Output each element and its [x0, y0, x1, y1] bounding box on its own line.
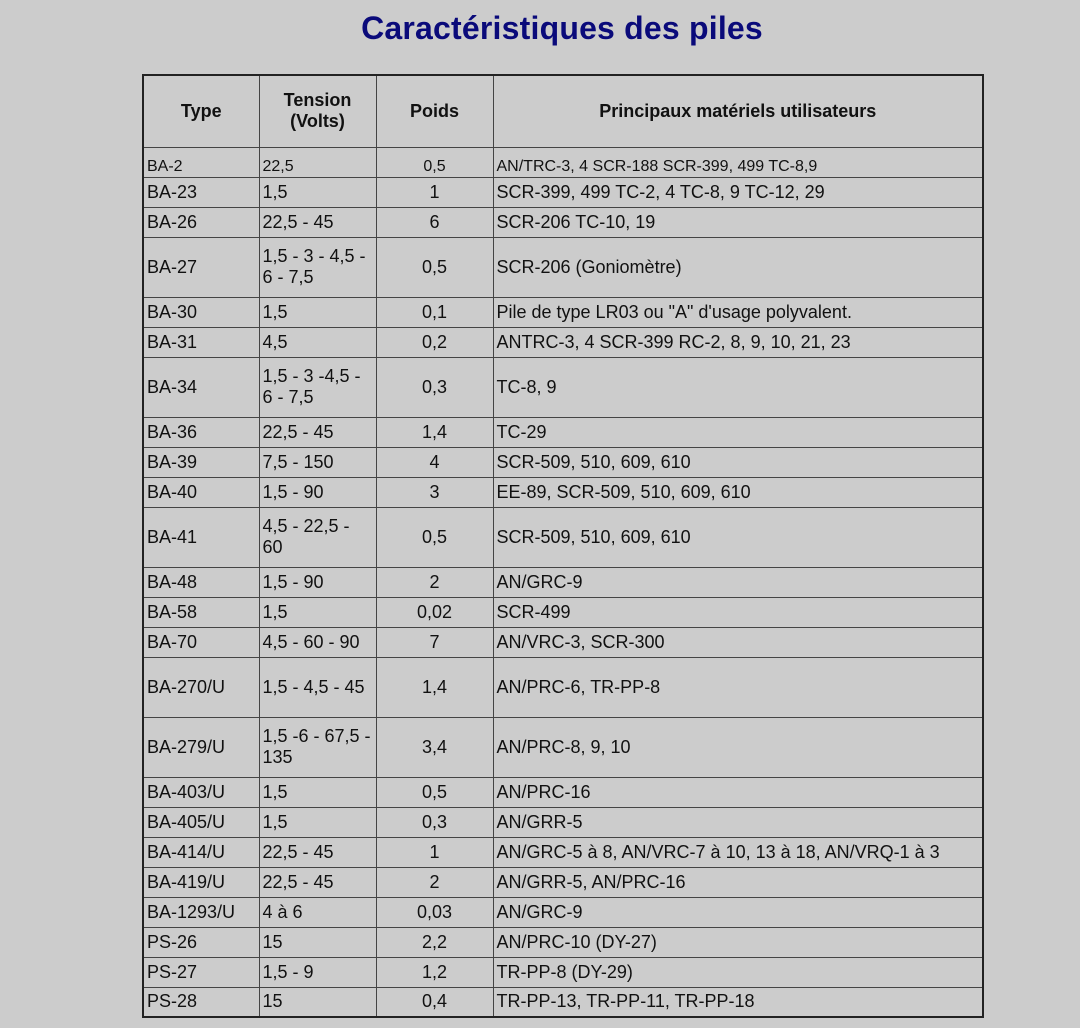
battery-table — [142, 74, 984, 1018]
cell-poids: 1,4 — [376, 417, 493, 447]
cell-tension: 1,5 — [259, 777, 376, 807]
cell-materiels: AN/GRC-5 à 8, AN/VRC-7 à 10, 13 à 18, AN/VRQ-1 à 3 — [493, 837, 983, 867]
cell-poids: 1 — [376, 177, 493, 207]
table-row — [143, 567, 983, 597]
cell-materiels: AN/GRR-5, AN/PRC-16 — [493, 867, 983, 897]
cell-materiels: TR-PP-8 (DY-29) — [493, 957, 983, 987]
table-row — [143, 357, 983, 417]
cell-type: BA-419/U — [143, 867, 259, 897]
cell-poids: 0,3 — [376, 807, 493, 837]
cell-type: BA-40 — [143, 477, 259, 507]
cell-poids: 3 — [376, 477, 493, 507]
cell-poids: 0,4 — [376, 987, 493, 1017]
cell-poids: 0,5 — [376, 777, 493, 807]
cell-type: BA-70 — [143, 627, 259, 657]
table-row — [143, 987, 983, 1017]
table-row — [143, 177, 983, 207]
cell-type: BA-31 — [143, 327, 259, 357]
table-row — [143, 837, 983, 867]
cell-tension: 1,5 - 90 — [259, 567, 376, 597]
cell-materiels: TR-PP-13, TR-PP-11, TR-PP-18 — [493, 987, 983, 1017]
cell-poids: 0,5 — [376, 237, 493, 297]
cell-tension: 22,5 — [259, 147, 376, 177]
table-row — [143, 867, 983, 897]
cell-tension: 22,5 - 45 — [259, 207, 376, 237]
cell-type: BA-39 — [143, 447, 259, 477]
cell-tension: 1,5 - 9 — [259, 957, 376, 987]
cell-type: PS-26 — [143, 927, 259, 957]
table-row — [143, 717, 983, 777]
cell-type: BA-48 — [143, 567, 259, 597]
cell-type: BA-58 — [143, 597, 259, 627]
cell-type: PS-27 — [143, 957, 259, 987]
header-poids: Poids — [376, 75, 493, 147]
cell-tension: 1,5 — [259, 177, 376, 207]
table-row — [143, 207, 983, 237]
table-header-row — [143, 75, 983, 147]
cell-type: BA-414/U — [143, 837, 259, 867]
cell-materiels: AN/GRC-9 — [493, 567, 983, 597]
cell-materiels: AN/PRC-6, TR-PP-8 — [493, 657, 983, 717]
cell-materiels: SCR-206 TC-10, 19 — [493, 207, 983, 237]
cell-materiels: AN/TRC-3, 4 SCR-188 SCR-399, 499 TC-8,9 — [493, 147, 983, 177]
cell-poids: 2 — [376, 867, 493, 897]
cell-materiels: Pile de type LR03 ou "A" d'usage polyvalent. — [493, 297, 983, 327]
cell-tension: 15 — [259, 987, 376, 1017]
cell-type: BA-2 — [143, 147, 259, 177]
table-row — [143, 657, 983, 717]
table-row — [143, 477, 983, 507]
cell-poids: 0,02 — [376, 597, 493, 627]
cell-materiels: ANTRC-3, 4 SCR-399 RC-2, 8, 9, 10, 21, 23 — [493, 327, 983, 357]
cell-poids: 3,4 — [376, 717, 493, 777]
cell-materiels: AN/VRC-3, SCR-300 — [493, 627, 983, 657]
cell-poids: 1 — [376, 837, 493, 867]
cell-poids: 0,5 — [376, 507, 493, 567]
cell-tension: 1,5 — [259, 597, 376, 627]
cell-materiels: TC-29 — [493, 417, 983, 447]
table-row — [143, 327, 983, 357]
cell-type: BA-403/U — [143, 777, 259, 807]
cell-type: BA-26 — [143, 207, 259, 237]
cell-tension: 1,5 — [259, 297, 376, 327]
cell-materiels: AN/PRC-8, 9, 10 — [493, 717, 983, 777]
header-tension: Tension (Volts) — [259, 75, 376, 147]
table-row — [143, 147, 983, 177]
cell-materiels: SCR-509, 510, 609, 610 — [493, 507, 983, 567]
cell-type: BA-1293/U — [143, 897, 259, 927]
cell-type: BA-270/U — [143, 657, 259, 717]
cell-tension: 4 à 6 — [259, 897, 376, 927]
cell-poids: 7 — [376, 627, 493, 657]
cell-materiels: AN/PRC-16 — [493, 777, 983, 807]
cell-poids: 2 — [376, 567, 493, 597]
cell-materiels: AN/GRC-9 — [493, 897, 983, 927]
cell-poids: 6 — [376, 207, 493, 237]
cell-materiels: TC-8, 9 — [493, 357, 983, 417]
cell-materiels: SCR-399, 499 TC-2, 4 TC-8, 9 TC-12, 29 — [493, 177, 983, 207]
table-row — [143, 447, 983, 477]
cell-tension: 22,5 - 45 — [259, 837, 376, 867]
cell-tension: 22,5 - 45 — [259, 867, 376, 897]
cell-tension: 1,5 - 3 - 4,5 - 6 - 7,5 — [259, 237, 376, 297]
cell-poids: 0,5 — [376, 147, 493, 177]
cell-poids: 1,4 — [376, 657, 493, 717]
cell-tension: 4,5 — [259, 327, 376, 357]
cell-materiels: EE-89, SCR-509, 510, 609, 610 — [493, 477, 983, 507]
cell-tension: 15 — [259, 927, 376, 957]
table-row — [143, 507, 983, 567]
table-row — [143, 627, 983, 657]
cell-type: BA-30 — [143, 297, 259, 327]
cell-materiels: SCR-509, 510, 609, 610 — [493, 447, 983, 477]
cell-poids: 2,2 — [376, 927, 493, 957]
cell-tension: 1,5 -6 - 67,5 - 135 — [259, 717, 376, 777]
cell-type: BA-405/U — [143, 807, 259, 837]
table-row — [143, 597, 983, 627]
table-row — [143, 777, 983, 807]
cell-type: BA-23 — [143, 177, 259, 207]
cell-tension: 4,5 - 22,5 - 60 — [259, 507, 376, 567]
table-row — [143, 807, 983, 837]
page-title: Caractéristiques des piles — [361, 10, 763, 46]
cell-materiels: SCR-206 (Goniomètre) — [493, 237, 983, 297]
cell-tension: 1,5 - 4,5 - 45 — [259, 657, 376, 717]
cell-tension: 4,5 - 60 - 90 — [259, 627, 376, 657]
table-row — [143, 927, 983, 957]
cell-tension: 7,5 - 150 — [259, 447, 376, 477]
cell-type: PS-28 — [143, 987, 259, 1017]
cell-type: BA-279/U — [143, 717, 259, 777]
table-row — [143, 957, 983, 987]
header-type: Type — [143, 75, 259, 147]
table-row — [143, 417, 983, 447]
cell-type: BA-41 — [143, 507, 259, 567]
cell-poids: 0,1 — [376, 297, 493, 327]
cell-materiels: AN/PRC-10 (DY-27) — [493, 927, 983, 957]
cell-type: BA-34 — [143, 357, 259, 417]
cell-type: BA-36 — [143, 417, 259, 447]
cell-type: BA-27 — [143, 237, 259, 297]
cell-poids: 4 — [376, 447, 493, 477]
header-materiels: Principaux matériels utilisateurs — [493, 75, 983, 147]
table-row — [143, 237, 983, 297]
cell-poids: 0,2 — [376, 327, 493, 357]
table-row — [143, 897, 983, 927]
cell-poids: 1,2 — [376, 957, 493, 987]
cell-tension: 1,5 - 90 — [259, 477, 376, 507]
table-row — [143, 297, 983, 327]
table-body — [143, 147, 983, 1017]
cell-tension: 1,5 — [259, 807, 376, 837]
cell-poids: 0,3 — [376, 357, 493, 417]
cell-poids: 0,03 — [376, 897, 493, 927]
cell-tension: 1,5 - 3 -4,5 - 6 - 7,5 — [259, 357, 376, 417]
cell-materiels: AN/GRR-5 — [493, 807, 983, 837]
cell-tension: 22,5 - 45 — [259, 417, 376, 447]
cell-materiels: SCR-499 — [493, 597, 983, 627]
